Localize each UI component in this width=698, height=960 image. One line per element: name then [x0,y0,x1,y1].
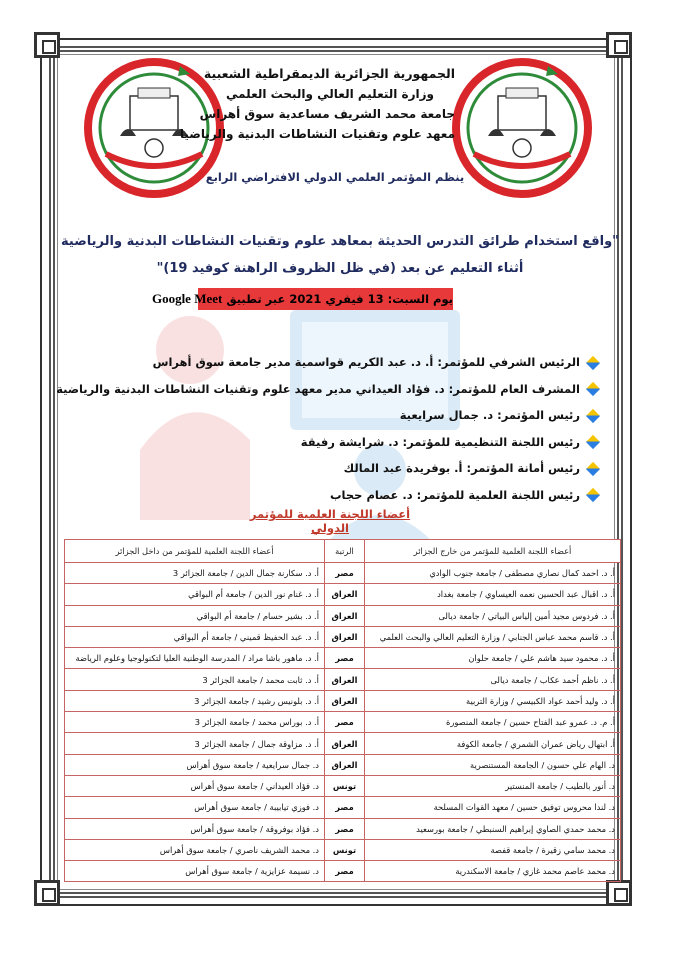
external-member-cell: أ. د. احمد كمال نصاري مصطفى / جامعة جنوب الوادي [365,563,621,584]
external-member-cell: أ. د. قاسم محمد عباس الجنابي / وزارة التعليم العالي والبحث العلمي [365,626,621,647]
list-item [56,379,598,406]
conference-title-line-1: "واقع استخدام طرائق التدرس الحديثة بمعاهد علوم وتقنيات النشاطات البدنية والرياضية [61,234,619,249]
country-cell: العراق [325,690,365,711]
internal-member-cell: د. محمد الشريف ناصري / جامعة سوق أهراس [65,839,325,860]
external-member-cell: أ. ابتهال رياض عمران الشمري / جامعة الكوفة [365,733,621,754]
table-row [65,775,621,796]
external-member-cell: د. محمد حمدي الصاوي إبراهيم السنبطي / جامعة بورسعيد [365,818,621,839]
external-member-cell: د. محمد سامي زقيرة / جامعة قفصة [365,839,621,860]
organize-line: ينظم المؤتمر العلمي الدولي الافتراضي الرابع [205,170,465,184]
role-text: رئيس اللجنة التنظيمية للمؤتمر: د. شرايشة رفيقة [300,434,580,449]
conference-title-line-2: أثناء التعليم عن بعد (في ظل الظروف الراهنة كوفيد 19)" [156,261,524,276]
external-member-cell: أ. د. فردوس مجيد أمين إلياس البياتي / جامعة ديالى [365,605,621,626]
committee-table [64,539,621,882]
bullet-icon [586,355,600,369]
internal-member-cell: أ. د. مزاوقة جمال / جامعة الجزائر 3 [65,733,325,754]
date-banner [151,288,453,310]
external-member-cell: د. الهام علي حسون / الجامعة المستنصرية [365,754,621,775]
table-row [65,733,621,754]
platform-name: Google Meet [151,291,223,306]
country-cell: العراق [325,669,365,690]
bullet-icon [586,435,600,449]
country-cell: مصر [325,648,365,669]
internal-member-cell: أ. د. بوراس محمد / جامعة الجزائر 3 [65,712,325,733]
table-row [65,861,621,882]
header-external: أعضاء اللجنة العلمية للمؤتمر من خارج الجزائر [365,540,621,563]
country-cell: مصر [325,861,365,882]
role-text: الرئيس الشرفي للمؤتمر: أ. د. عبد الكريم قواسمية مدير جامعة سوق أهراس [152,355,580,369]
committee-title: أعضاء اللجنة العلمية للمؤتمر الدولي [249,507,411,535]
table-row [65,563,621,584]
bullet-icon [586,461,600,475]
bullet-icon [586,408,600,422]
table-row [65,584,621,605]
table-row [65,669,621,690]
university-name: جامعة محمد الشريف مساعدية سوق أهراس [199,107,455,121]
country-cell: مصر [325,797,365,818]
role-text: المشرف العام للمؤتمر: د. فؤاد العيداني مدير معهد علوم وتقنيات النشاطات البدنية والرياضية [56,381,580,396]
table-row [65,839,621,860]
table-row [65,648,621,669]
roles-list [56,352,598,511]
external-member-cell: د. لندا محروس توفيق حسين / معهد القوات المسلحة [365,797,621,818]
internal-member-cell: أ. د. ماهور باشا مراد / المدرسة الوطنية العليا لتكنولوجيا وعلوم الرياضة [65,648,325,669]
external-member-cell: د. محمد عاصم محمد غازي / جامعة الاسكندرية [365,861,621,882]
document-header [179,64,455,144]
internal-member-cell: أ. د. بلونيس رشيد / جامعة الجزائر 3 [65,690,325,711]
bullet-icon [586,488,600,502]
internal-member-cell: د. جمال سرايعية / جامعة سوق أهراس [65,754,325,775]
table-header-row [65,540,621,563]
country-cell: مصر [325,563,365,584]
institute-name: معهد علوم وتقنيات النشاطات البدنية والرياضيا [179,127,455,141]
table-row [65,605,621,626]
external-member-cell: أ. د. محمود سيد هاشم علي / جامعة حلوان [365,648,621,669]
table-row [65,626,621,647]
country-cell: مصر [325,818,365,839]
list-item [98,352,598,379]
role-text: رئيس أمانة المؤتمر: أ. بوفريدة عبد المالك [343,461,580,475]
internal-member-cell: أ. د. ثابت محمد / جامعة الجزائر 3 [65,669,325,690]
table-row [65,754,621,775]
country-cell: العراق [325,626,365,647]
external-member-cell: أ. د. وليد أحمد عواد الكبيسي / وزارة التربية [365,690,621,711]
university-logo-right [452,58,592,198]
role-text: رئيس المؤتمر: د. جمال سرايعية [399,408,580,422]
internal-member-cell: د. فؤاد بوفروقة / جامعة سوق أهراس [65,818,325,839]
external-member-cell: أ. م. د. عمرو عبد الفتاح حسين / جامعة المنصورة [365,712,621,733]
date-text: يوم السبت: 13 فيفري 2021 عبر تطبيق [226,292,453,306]
role-text: رئيس اللجنة العلمية للمؤتمر: د. عصام حجاب [329,487,580,502]
country-cell: تونس [325,839,365,860]
list-item [98,432,598,459]
ministry-name: وزارة التعليم العالي والبحث العلمي [225,87,435,101]
header-internal: أعضاء اللجنة العلمية للمؤتمر من داخل الجزائر [65,540,325,563]
corner-ornament [34,880,60,906]
country-cell: العراق [325,733,365,754]
table-row [65,712,621,733]
country-cell: العراق [325,584,365,605]
list-item [98,405,598,432]
internal-member-cell: أ. د. سكارنة جمال الدين / جامعة الجزائر 3 [65,563,325,584]
internal-member-cell: د. نسيمة عزايزية / جامعة سوق أهراس [65,861,325,882]
internal-member-cell: د. فوزي تيابيبة / جامعة سوق أهراس [65,797,325,818]
corner-ornament [606,32,632,58]
corner-ornament [606,880,632,906]
conference-title [60,228,620,282]
country-cell: العراق [325,754,365,775]
internal-member-cell: أ. د. عبد الحفيظ قميني / جامعة أم البواقي [65,626,325,647]
list-item [98,458,598,485]
country-cell: مصر [325,712,365,733]
table-row [65,818,621,839]
external-member-cell: د. أنور بالطيب / جامعة المنستير [365,775,621,796]
header-rank: الرتبة [325,540,365,563]
country-name: الجمهورية الجزائرية الديمقراطية الشعبية [203,66,455,81]
corner-ornament [34,32,60,58]
external-member-cell: أ. د. اقبال عبد الحسين نعمه العيساوي / جامعة بغداد [365,584,621,605]
internal-member-cell: د. فؤاد العيداني / جامعة سوق أهراس [65,775,325,796]
internal-member-cell: أ. د. غنام نور الدين / جامعة أم البواقي [65,584,325,605]
table-row [65,797,621,818]
table-row [65,690,621,711]
bullet-icon [586,382,600,396]
external-member-cell: أ. د. ناظم أحمد عكاب / جامعة ديالى [365,669,621,690]
country-cell: العراق [325,605,365,626]
country-cell: تونس [325,775,365,796]
internal-member-cell: أ. د. بشير حسام / جامعة أم البواقي [65,605,325,626]
